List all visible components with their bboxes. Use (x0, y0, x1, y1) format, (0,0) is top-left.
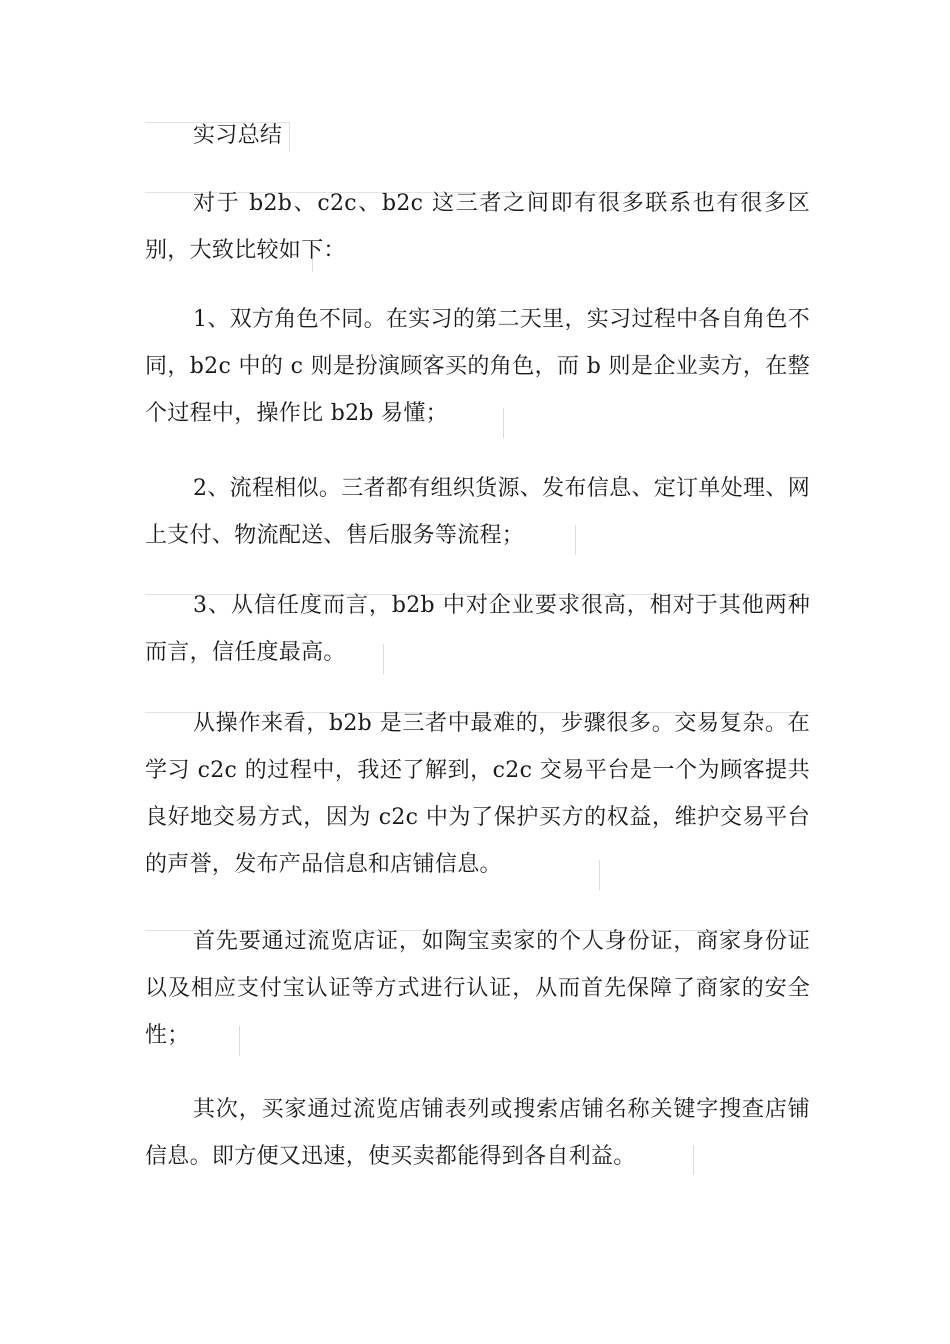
paragraph-6: 首先要通过流览店证，如陶宝卖家的个人身份证，商家身份证以及相应支付宝认证等方式进行认证，从而首先保障了商家的安全性； (145, 929, 810, 1048)
paragraph-2: 1、双方角色不同。在实习的第二天里，实习过程中各自角色不同，b2c 中的 c 则是扮演顾客买的角色，而 b 则是企业卖方，在整个过程中，操作比 b2b 易懂； (145, 307, 810, 426)
paragraph-3: 2、流程相似。三者都有组织货源、发布信息、定订单处理、网上支付、物流配送、售后服务等流程； (145, 476, 810, 548)
document-title: 实习总结 (193, 123, 283, 148)
paragraph-4: 3、从信任度而言，b2b 中对企业要求很高，相对于其他两种而言，信任度最高。 (145, 593, 810, 665)
paragraph-1: 对于 b2b、c2c、b2c 这三者之间即有很多联系也有很多区别，大致比较如下： (145, 191, 810, 263)
paragraph-7: 其次，买家通过流览店铺表列或搜索店铺名称关键字搜查店铺信息。即方便又迅速，使买卖都能得到各自利益。 (145, 1097, 810, 1169)
paragraph-5: 从操作来看，b2b 是三者中最难的，步骤很多。交易复杂。在学习 c2c 的过程中，我还了解到，c2c 交易平台是一个为顾客提共良好地交易方式，因为 c2c 中为了保护买方的权益，维护交易平台的声誉，发布产品信息和店铺信息。 (145, 711, 810, 877)
